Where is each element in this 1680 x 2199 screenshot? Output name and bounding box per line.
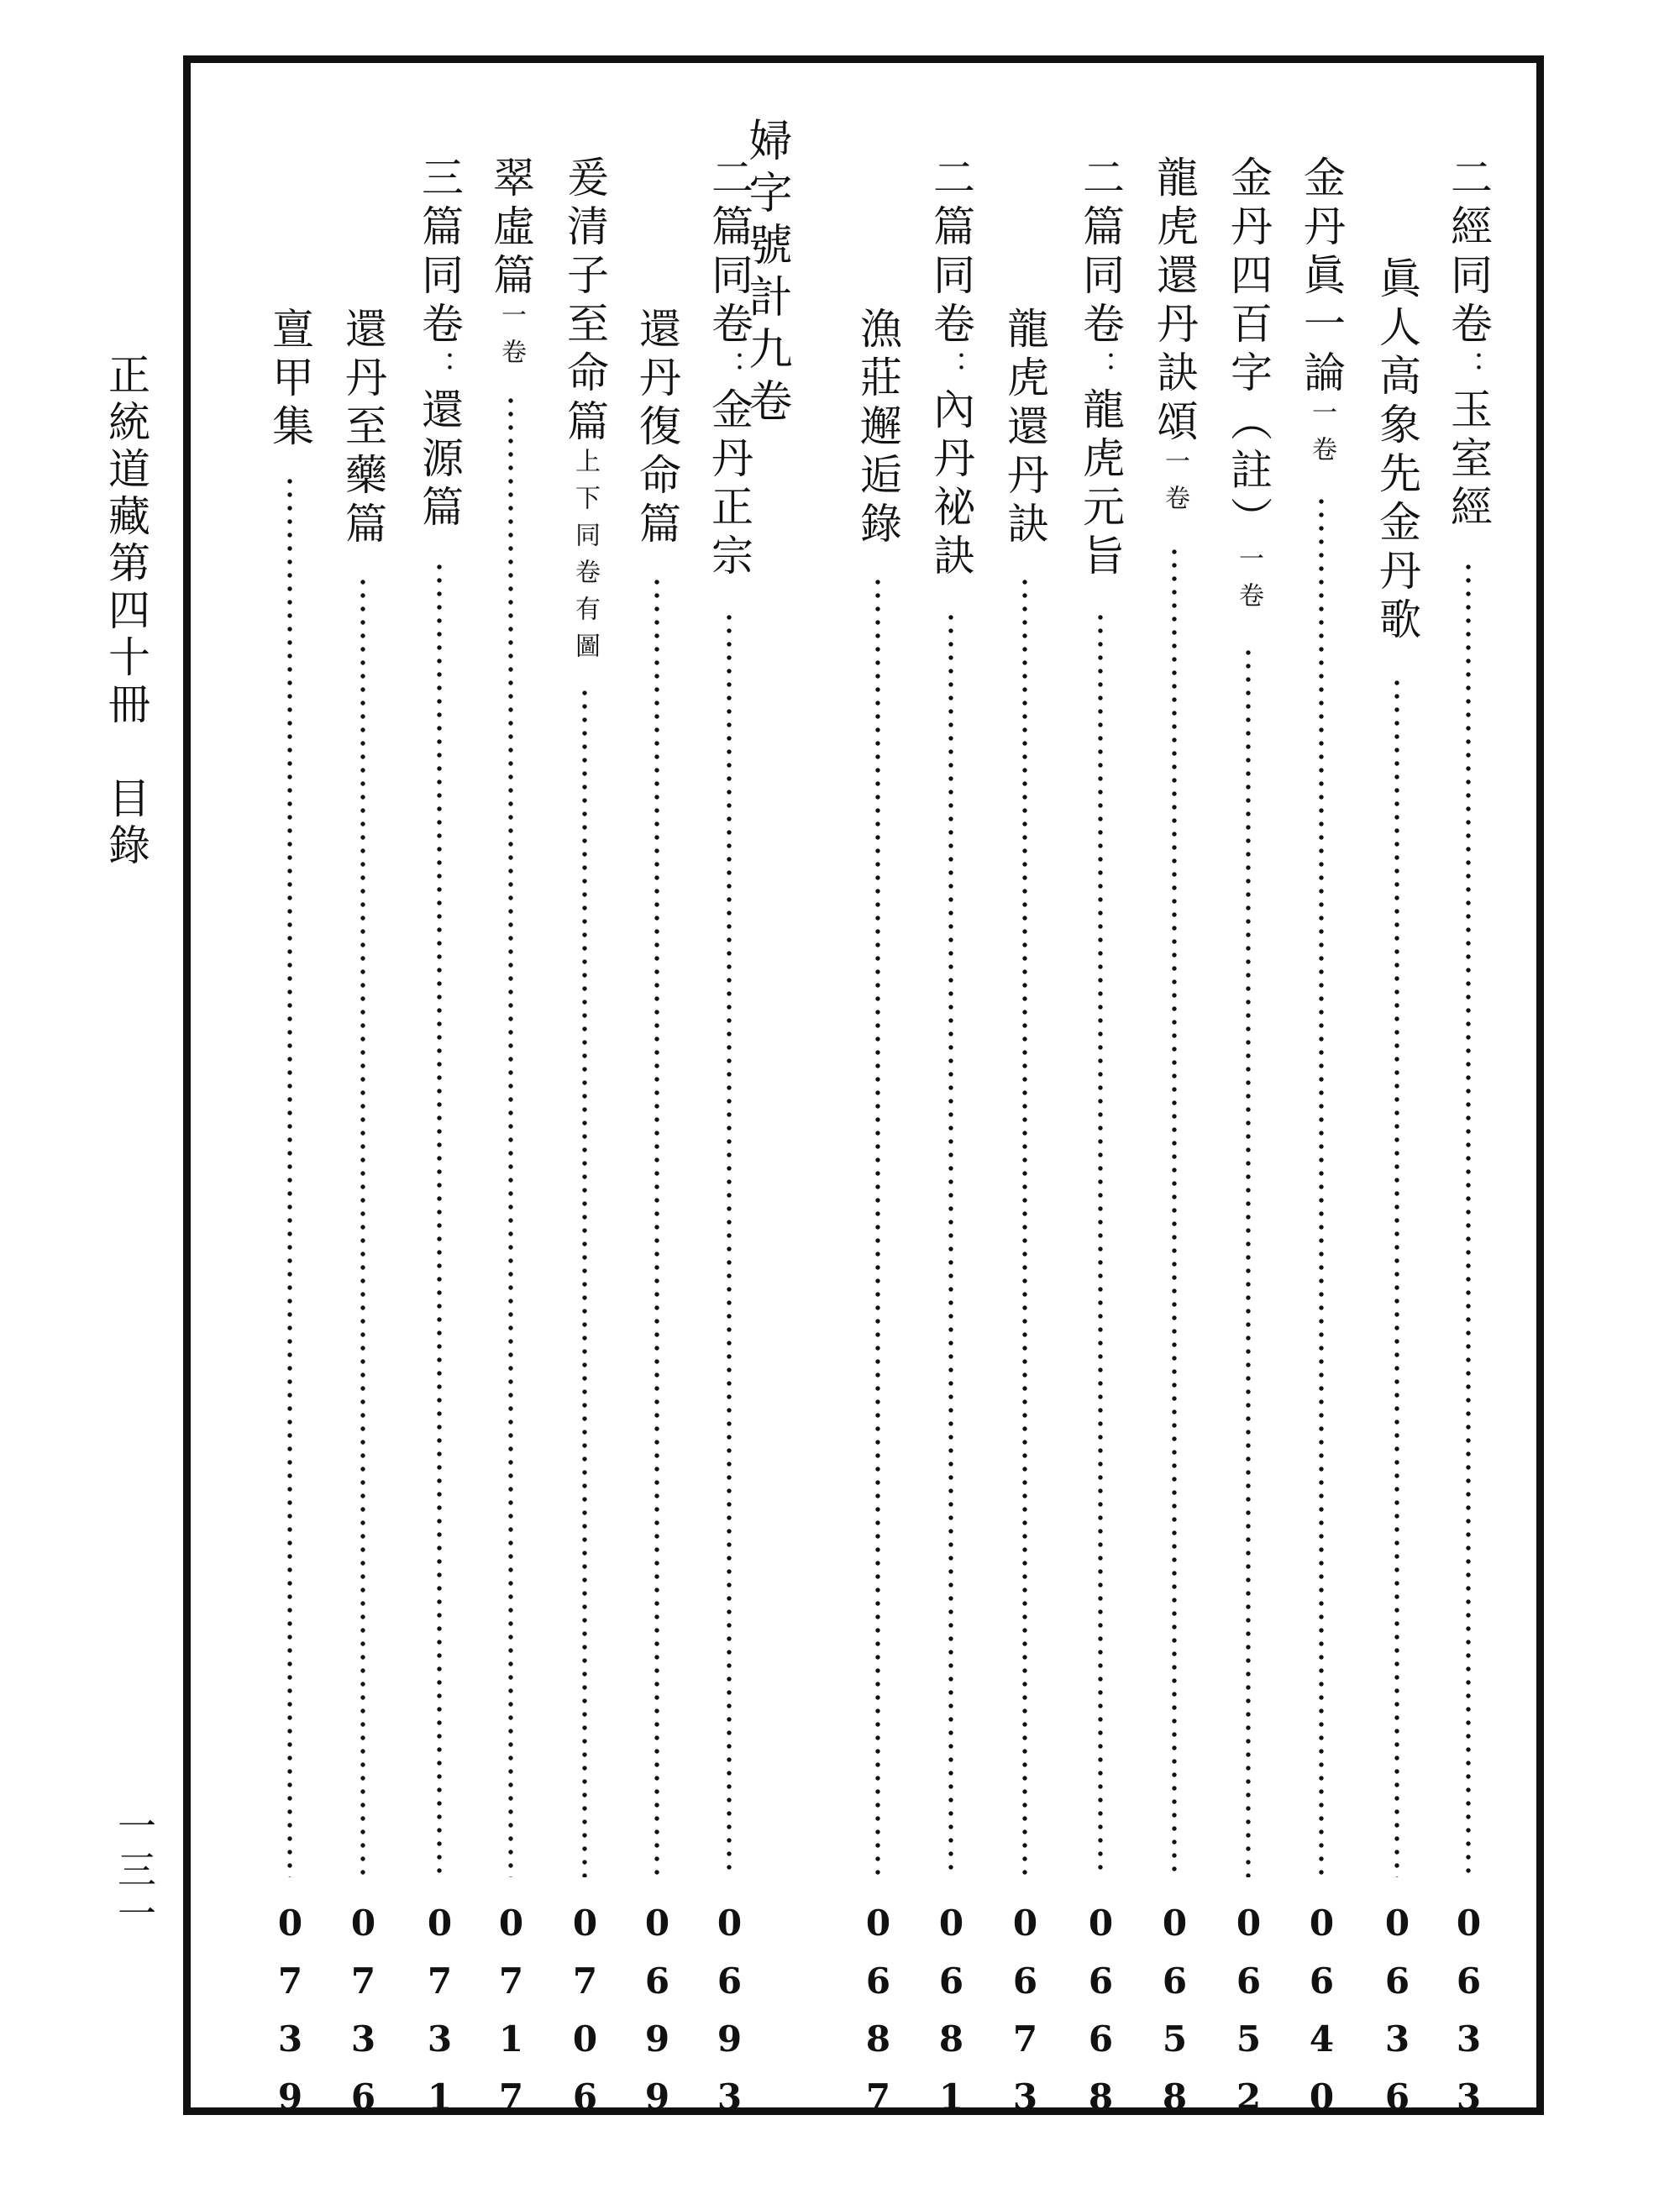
dot-leader: [1246, 646, 1251, 1877]
entry-title-text: 爰清子至命篇: [560, 155, 609, 448]
entry-title: [1296, 155, 1347, 473]
entry-title-text: 二經同卷: [1444, 155, 1493, 350]
entry-note: 一卷: [1234, 545, 1263, 619]
toc-entry: [486, 155, 536, 2134]
entry-title: [414, 155, 465, 533]
running-head: 正統道藏第四十冊 目錄: [102, 353, 150, 870]
entry-title: [486, 155, 536, 375]
toc-entry: [559, 155, 610, 2134]
entry-page-number: 0687: [858, 1902, 899, 2134]
entry-page-number: 0693: [709, 1902, 750, 2134]
dot-leader: [1172, 545, 1177, 1877]
toc-entry: [853, 155, 903, 2134]
entry-title-text: 還丹復命篇: [633, 307, 681, 550]
toc-entry: [1000, 155, 1050, 2134]
entry-page-number: 0736: [343, 1902, 384, 2134]
entry-title-text: 龍虎還丹訣: [1000, 307, 1049, 550]
dot-leader: [875, 575, 880, 1877]
entry-note: 一卷: [1160, 448, 1189, 522]
entry-title-text: 三篇同卷: [415, 155, 464, 350]
entry-page-number: 0633: [1448, 1902, 1489, 2134]
toc-entry: [1223, 155, 1273, 2134]
entry-title: [926, 155, 976, 582]
entry-title-text: 亶甲集: [265, 307, 314, 453]
dot-leader: [948, 611, 953, 1877]
entry-separator: ：: [1084, 350, 1118, 387]
entry-title: [704, 155, 754, 582]
entry-title: [338, 307, 388, 550]
entry-page-number: 0673: [1005, 1902, 1046, 2134]
entry-subtitle: 內丹祕訣: [927, 387, 975, 582]
page-folio: 一三一: [112, 1806, 157, 1937]
dot-leader: [287, 475, 292, 1877]
dot-leader: [1466, 560, 1471, 1877]
dot-leader: [582, 686, 587, 1877]
entry-title-text: 還丹至藥篇: [339, 307, 387, 550]
entry-title-text: 龍虎還丹訣頌: [1150, 155, 1199, 448]
entry-subtitle: 金丹正宗: [705, 387, 753, 582]
entry-page-number: 0717: [491, 1902, 532, 2134]
dot-leader: [360, 575, 365, 1877]
entry-title: [559, 155, 610, 669]
entry-page-number: 0652: [1228, 1902, 1269, 2134]
toc-entry: [414, 155, 465, 2134]
entry-separator: ：: [423, 350, 457, 387]
entry-page-number: 0706: [564, 1902, 606, 2134]
entry-page-number: 0699: [637, 1902, 678, 2134]
entry-title: [1223, 155, 1273, 619]
entry-title-text: 二篇同卷: [1076, 155, 1125, 350]
entry-page-number: 0731: [419, 1902, 460, 2134]
entry-subtitle: 玉室經: [1444, 387, 1493, 533]
entry-title-text: 眞人高象先金丹歌: [1373, 256, 1421, 646]
entry-title: [1372, 256, 1422, 646]
entry-page-number: 0640: [1301, 1902, 1342, 2134]
entry-note: 一卷: [496, 302, 526, 375]
entry-title-text: 金丹眞一論: [1297, 155, 1346, 399]
entry-page-number: 0739: [270, 1902, 311, 2134]
entry-title: [1443, 155, 1494, 533]
entry-subtitle: 龍虎元旨: [1076, 387, 1125, 582]
toc-entry: [1149, 155, 1200, 2134]
toc-entry: [632, 155, 682, 2134]
entry-subtitle: 還源篇: [415, 387, 464, 533]
dot-leader: [1394, 676, 1399, 1877]
dot-leader: [727, 611, 732, 1877]
entry-page-number: 0636: [1377, 1902, 1418, 2134]
entry-title: [1000, 307, 1050, 550]
entry-title-text: 翠虛篇: [486, 155, 535, 302]
entry-separator: ：: [1452, 350, 1486, 387]
dot-leader: [1098, 611, 1103, 1877]
toc-entry: [1075, 155, 1126, 2134]
toc-entry: [1372, 155, 1422, 2134]
entry-page-number: 0658: [1154, 1902, 1195, 2134]
dot-leader: [437, 560, 442, 1877]
entry-title-text: 二篇同卷: [705, 155, 753, 350]
toc-entry: [704, 155, 754, 2134]
toc-entry: [338, 155, 388, 2134]
dot-leader: [654, 575, 659, 1877]
entry-title-text: 金丹四百字（註）: [1224, 155, 1273, 545]
entry-title: [1149, 155, 1200, 522]
entry-note: 一卷: [1307, 399, 1336, 473]
entry-note: 上下同卷有圖: [570, 448, 600, 669]
dot-leader: [508, 394, 513, 1877]
toc-entry: [926, 155, 976, 2134]
toc-entry: [265, 155, 315, 2134]
entry-separator: ：: [712, 350, 747, 387]
entry-separator: ：: [934, 350, 969, 387]
entry-title-text: 二篇同卷: [927, 155, 975, 350]
entry-title: [1075, 155, 1126, 582]
entry-title-text: 漁莊邂逅錄: [853, 307, 902, 550]
dot-leader: [1022, 575, 1027, 1877]
entry-title: [265, 307, 315, 453]
entry-page-number: 0668: [1080, 1902, 1121, 2134]
section-heading: 婦字號計九卷: [741, 118, 791, 430]
dot-leader: [1319, 495, 1324, 1877]
toc-entry: [1296, 155, 1347, 2134]
toc-entry: [1443, 155, 1494, 2134]
entry-title: [853, 307, 903, 550]
entry-page-number: 0681: [931, 1902, 972, 2134]
entry-title: [632, 307, 682, 550]
